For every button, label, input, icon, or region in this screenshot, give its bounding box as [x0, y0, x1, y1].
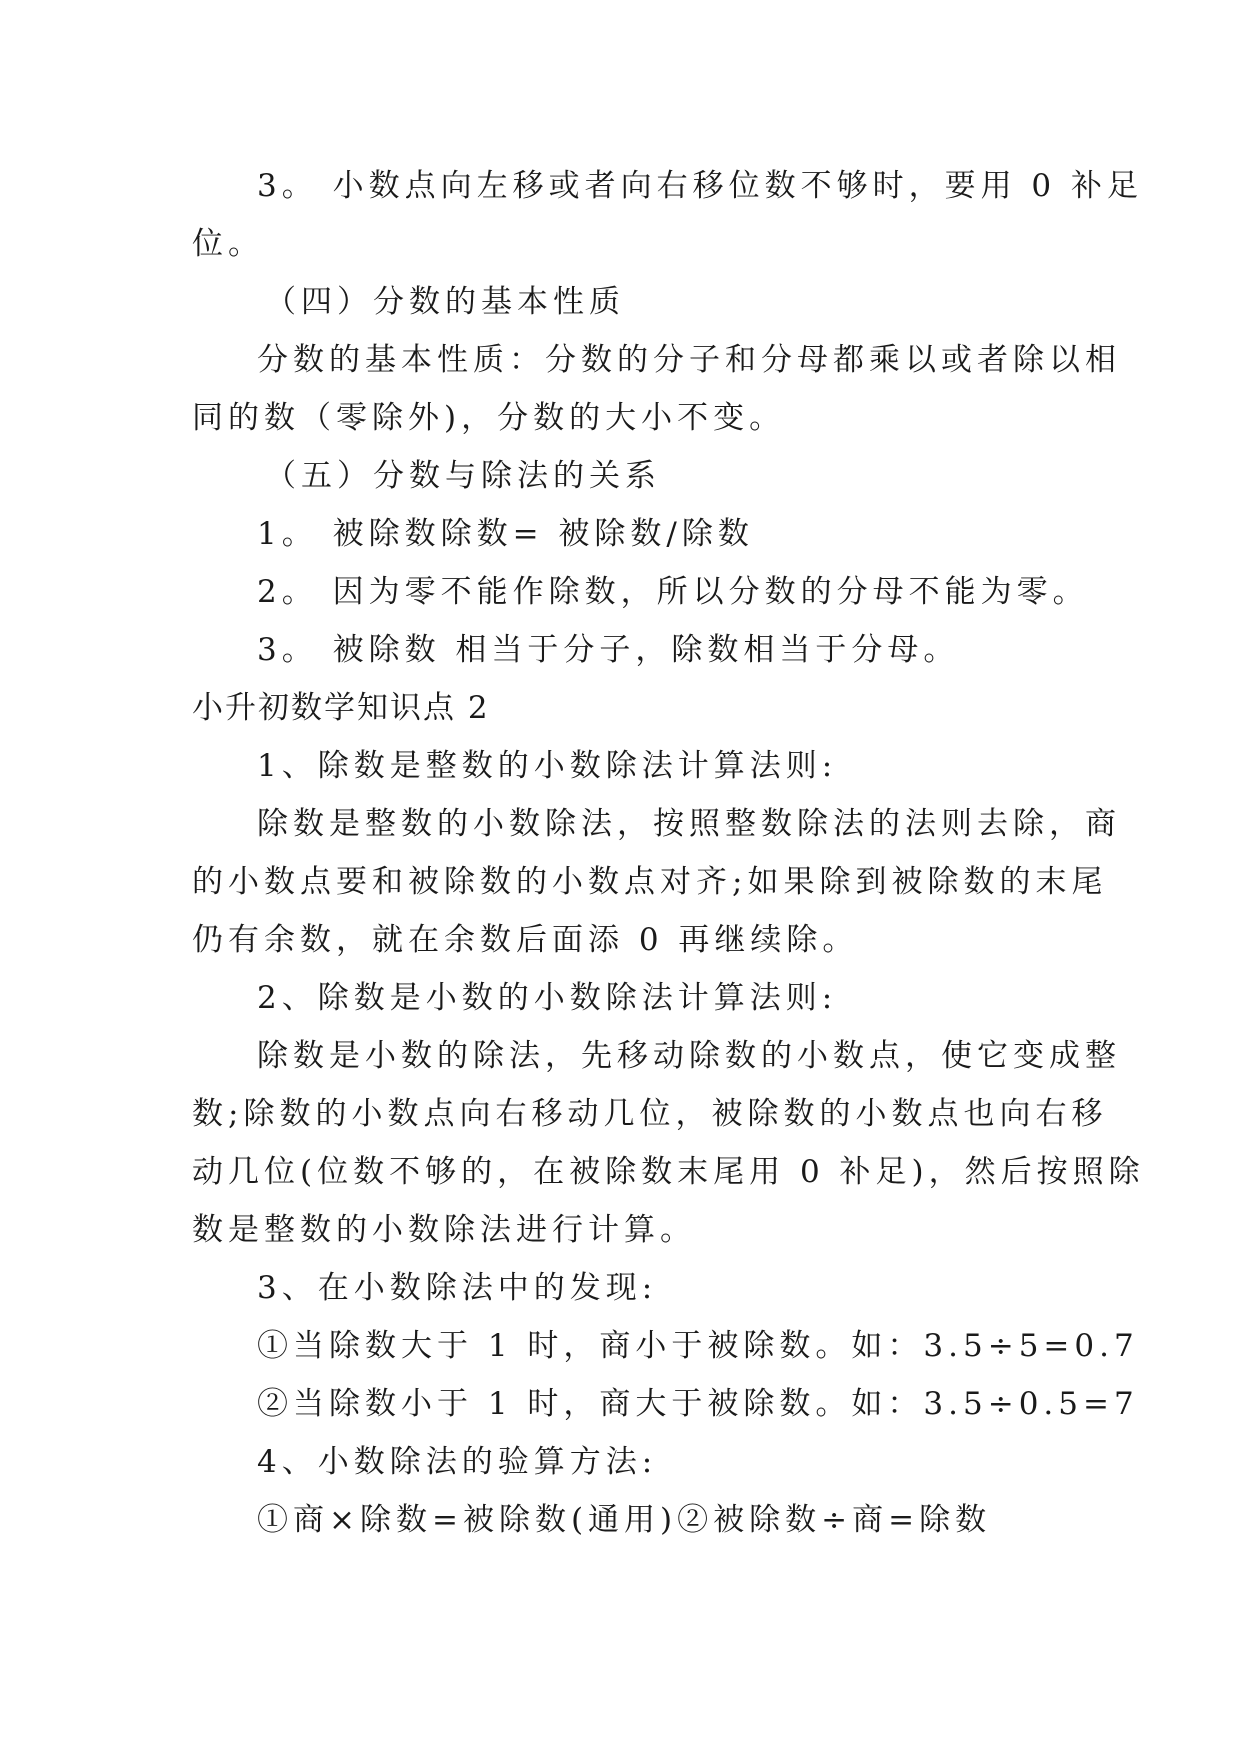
paragraph-line: 位。 — [192, 226, 264, 262]
paragraph-line: 数是整数的小数除法进行计算。 — [192, 1212, 696, 1248]
document-heading: 小升初数学知识点 2 — [192, 690, 490, 726]
paragraph-line: 1。 被除数除数= 被除数/除数 — [257, 516, 754, 552]
paragraph-line: 2。 因为零不能作除数，所以分数的分母不能为零。 — [257, 574, 1089, 610]
paragraph-line: 数;除数的小数点向右移动几位，被除数的小数点也向右移 — [192, 1096, 1108, 1132]
section-heading: （五）分数与除法的关系 — [265, 458, 661, 494]
paragraph-line: 2、除数是小数的小数除法计算法则: — [257, 980, 838, 1016]
paragraph-line: 3、在小数除法中的发现: — [257, 1270, 658, 1306]
paragraph-line: ①商×除数=被除数(通用)②被除数÷商=除数 — [257, 1502, 992, 1538]
paragraph-line: 3。 被除数 相当于分子，除数相当于分母。 — [257, 632, 960, 668]
paragraph-line: 分数的基本性质：分数的分子和分母都乘以或者除以相 — [257, 342, 1121, 378]
paragraph-line: ②当除数小于 1 时，商大于被除数。如：3.5÷0.5=7 — [257, 1386, 1139, 1422]
paragraph-line: 4、小数除法的验算方法: — [257, 1444, 658, 1480]
paragraph-line: 动几位(位数不够的，在被除数末尾用 0 补足)，然后按照除 — [192, 1154, 1145, 1190]
paragraph-line: 3。 小数点向左移或者向右移位数不够时，要用 0 补足 — [257, 168, 1144, 204]
paragraph-line: ①当除数大于 1 时，商小于被除数。如：3.5÷5=0.7 — [257, 1328, 1139, 1364]
paragraph-line: 1、除数是整数的小数除法计算法则: — [257, 748, 838, 784]
paragraph-line: 仍有余数，就在余数后面添 0 再继续除。 — [192, 922, 859, 958]
paragraph-line: 除数是小数的除法，先移动除数的小数点，使它变成整 — [257, 1038, 1121, 1074]
paragraph-line: 同的数（零除外)，分数的大小不变。 — [192, 400, 786, 436]
section-heading: （四）分数的基本性质 — [265, 284, 625, 320]
paragraph-line: 的小数点要和被除数的小数点对齐;如果除到被除数的末尾 — [192, 864, 1108, 900]
paragraph-line: 除数是整数的小数除法，按照整数除法的法则去除，商 — [257, 806, 1121, 842]
